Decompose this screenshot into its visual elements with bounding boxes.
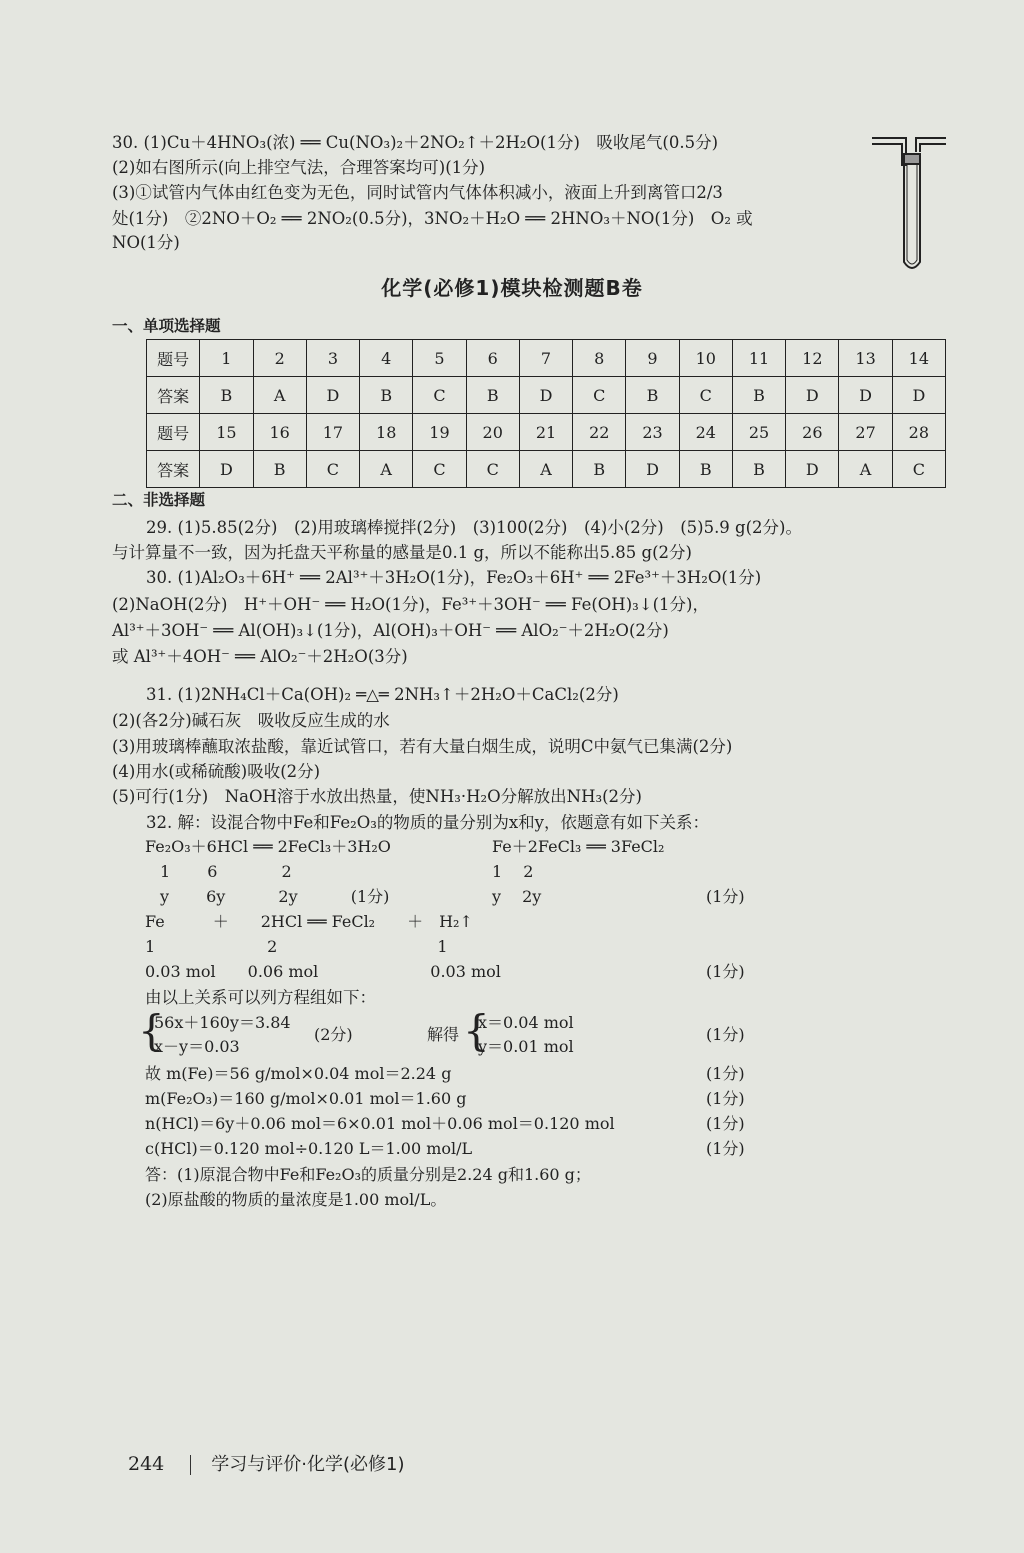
table-cell: D <box>519 377 572 414</box>
table-cell: 1 <box>200 340 253 377</box>
table-cell: 17 <box>306 414 359 451</box>
q32-eq3: Fe ＋ 2HCl ══ FeCl₂ ＋ H₂↑ <box>145 912 473 931</box>
table-cell: C <box>413 451 466 488</box>
table-cell: B <box>253 451 306 488</box>
table-cell: 7 <box>519 340 572 377</box>
table-cell: 19 <box>413 414 466 451</box>
q32-result-c-hcl: c(HCl)＝0.120 mol÷0.120 L＝1.00 mol/L <box>145 1139 473 1158</box>
table-cell: B <box>732 451 785 488</box>
table-cell: B <box>200 377 253 414</box>
q32-result-mass-fe2o3: m(Fe₂O₃)＝160 g/mol×0.01 mol＝1.60 g <box>145 1089 467 1108</box>
table-cell: C <box>679 377 732 414</box>
table-cell: 13 <box>839 340 892 377</box>
table-cell: B <box>626 377 679 414</box>
table-cell: A <box>360 451 413 488</box>
table-cell: 16 <box>253 414 306 451</box>
prev-q30-line1: 30. (1)Cu＋4HNO₃(浓) ══ Cu(NO₃)₂＋2NO₂↑＋2H₂O(1分) 吸收尾气(0.5分) <box>112 133 719 152</box>
prev-q30-line2: (2)如右图所示(向上排空气法，合理答案均可)(1分) <box>112 158 486 177</box>
table-head-cell: 答案 <box>147 377 200 414</box>
table-cell: 22 <box>573 414 626 451</box>
q32-points: (1分) <box>706 1025 745 1044</box>
table-cell: 20 <box>466 414 519 451</box>
q32-points: (1分) <box>706 962 745 981</box>
table-cell: D <box>786 451 839 488</box>
table-row <box>147 340 946 377</box>
q31-line4: (4)用水(或稀硫酸)吸收(2分) <box>112 762 321 781</box>
table-cell: 11 <box>732 340 785 377</box>
test-tube-diagram <box>870 130 950 275</box>
q32-points: (1分) <box>706 1139 745 1158</box>
q32-line1: 32. 解：设混合物中Fe和Fe₂O₃的物质的量分别为x和y，依题意有如下关系： <box>146 813 709 832</box>
table-cell: D <box>786 377 839 414</box>
table-cell: 25 <box>732 414 785 451</box>
q32-eq1: Fe₂O₃＋6HCl ══ 2FeCl₃＋3H₂O <box>145 837 391 856</box>
q32-eq1-coef: 1 6 2 <box>160 862 292 881</box>
q31-line3: (3)用玻璃棒蘸取浓盐酸，靠近试管口，若有大量白烟生成，说明C中氨气已集满(2分) <box>112 737 733 756</box>
table-cell: 12 <box>786 340 839 377</box>
table-cell: 14 <box>892 340 945 377</box>
page-title: 化学(必修1)模块检测题B卷 <box>381 276 643 300</box>
q32-eq-system-1: 56x＋160y＝3.84 <box>154 1013 291 1032</box>
table-cell: 28 <box>892 414 945 451</box>
section-single-choice: 一、单项选择题 <box>112 317 221 335</box>
table-head-cell: 答案 <box>147 451 200 488</box>
section-non-choice: 二、非选择题 <box>112 491 206 509</box>
q32-result-n-hcl: n(HCl)＝6y＋0.06 mol＝6×0.01 mol＋0.06 mol＝0.120 mol <box>145 1114 615 1133</box>
table-cell: D <box>200 451 253 488</box>
page-footer <box>128 1450 404 1476</box>
q31-line2: (2)(各2分)碱石灰 吸收反应生成的水 <box>112 711 390 730</box>
table-head-cell: 题号 <box>147 340 200 377</box>
table-cell: B <box>732 377 785 414</box>
q32-points: (2分) <box>314 1025 353 1044</box>
table-cell: A <box>839 451 892 488</box>
table-cell: B <box>679 451 732 488</box>
table-cell: C <box>413 377 466 414</box>
q29-line2: 与计算量不一致，因为托盘天平称量的感量是0.1 g，所以不能称出5.85 g(2分) <box>112 543 692 562</box>
table-row <box>147 377 946 414</box>
table-cell: A <box>519 451 572 488</box>
table-cell: A <box>253 377 306 414</box>
answer-table <box>146 339 946 488</box>
table-cell: C <box>306 451 359 488</box>
table-head-cell: 题号 <box>147 414 200 451</box>
page-number: 244 <box>128 1453 165 1475</box>
q29-line1: 29. (1)5.85(2分) (2)用玻璃棒搅拌(2分) (3)100(2分) (4)小(2分) (5)5.9 g(2分)。 <box>146 518 802 537</box>
table-cell: C <box>892 451 945 488</box>
q32-points: (1分) <box>706 1114 745 1133</box>
q32-answer-2: (2)原盐酸的物质的量浓度是1.00 mol/L。 <box>145 1190 447 1209</box>
table-cell: B <box>466 377 519 414</box>
prev-q30-line4: 处(1分) ②2NO＋O₂ ══ 2NO₂(0.5分)，3NO₂＋H₂O ══ 2HNO₃＋NO(1分) O₂ 或 <box>112 209 753 228</box>
q32-eq3-coef: 1 2 1 <box>145 937 448 956</box>
table-cell: 23 <box>626 414 679 451</box>
table-cell: C <box>573 377 626 414</box>
q31-line5: (5)可行(1分) NaOH溶于水放出热量，使NH₃·H₂O分解放出NH₃(2分) <box>112 787 642 806</box>
table-cell: 24 <box>679 414 732 451</box>
table-cell: B <box>360 377 413 414</box>
table-cell: 26 <box>786 414 839 451</box>
q31-line1: 31. (1)2NH₄Cl＋Ca(OH)₂ ═△═ 2NH₃↑＋2H₂O＋CaCl₂(2分) <box>146 685 619 704</box>
q32-solution-x: x＝0.04 mol <box>478 1013 574 1032</box>
table-cell: 2 <box>253 340 306 377</box>
q32-points: (1分) <box>706 1089 745 1108</box>
left-brace: { <box>138 1006 165 1055</box>
q32-points: (1分) <box>706 887 745 906</box>
book-title: 学习与评价·化学(必修1) <box>211 1454 405 1475</box>
table-cell: 27 <box>839 414 892 451</box>
q32-result-mass-fe: 故 m(Fe)＝56 g/mol×0.04 mol＝2.24 g <box>145 1064 452 1083</box>
table-cell: 15 <box>200 414 253 451</box>
table-cell: 6 <box>466 340 519 377</box>
table-cell: 3 <box>306 340 359 377</box>
table-row <box>147 451 946 488</box>
q30-line3: Al³⁺＋3OH⁻ ══ Al(OH)₃↓(1分)，Al(OH)₃＋OH⁻ ══ AlO₂⁻＋2H₂O(2分) <box>112 621 669 640</box>
left-brace: { <box>463 1006 490 1055</box>
table-cell: 18 <box>360 414 413 451</box>
q32-eq2: Fe＋2FeCl₃ ══ 3FeCl₂ <box>492 837 665 856</box>
table-cell: B <box>573 451 626 488</box>
table-cell: D <box>892 377 945 414</box>
q32-eq1-amount: y 6y 2y (1分) <box>160 887 390 906</box>
q32-eq-system-2: x－y＝0.03 <box>154 1037 240 1056</box>
table-cell: C <box>466 451 519 488</box>
table-cell: D <box>306 377 359 414</box>
q32-system-intro: 由以上关系可以列方程组如下： <box>145 988 376 1007</box>
table-row <box>147 414 946 451</box>
footer-divider <box>190 1455 191 1475</box>
q32-eq2-coef: 1 2 <box>492 862 534 881</box>
prev-q30-line5: NO(1分) <box>112 233 180 252</box>
table-cell: 5 <box>413 340 466 377</box>
table-cell: D <box>626 451 679 488</box>
q32-eq2-amount: y 2y <box>492 887 542 906</box>
table-cell: 8 <box>573 340 626 377</box>
q30-line1: 30. (1)Al₂O₃＋6H⁺ ══ 2Al³⁺＋3H₂O(1分)，Fe₂O₃＋6H⁺ ══ 2Fe³⁺＋3H₂O(1分) <box>146 568 762 587</box>
table-cell: 9 <box>626 340 679 377</box>
q32-solution-y: y＝0.01 mol <box>478 1037 574 1056</box>
q30-line4: 或 Al³⁺＋4OH⁻ ══ AlO₂⁻＋2H₂O(3分) <box>112 647 408 666</box>
q32-solve-label: 解得 <box>427 1025 460 1044</box>
table-cell: 21 <box>519 414 572 451</box>
prev-q30-line3: (3)①试管内气体由红色变为无色，同时试管内气体体积减小，液面上升到离管口2/3 <box>112 183 723 202</box>
q30-line2: (2)NaOH(2分) H⁺＋OH⁻ ══ H₂O(1分)，Fe³⁺＋3OH⁻ ══ Fe(OH)₃↓(1分)， <box>112 595 709 614</box>
q32-eq3-amount: 0.03 mol 0.06 mol 0.03 mol <box>145 962 501 981</box>
table-cell: 10 <box>679 340 732 377</box>
q32-answer-1: 答：(1)原混合物中Fe和Fe₂O₃的质量分别是2.24 g和1.60 g； <box>145 1165 591 1184</box>
q32-points: (1分) <box>706 1064 745 1083</box>
table-cell: D <box>839 377 892 414</box>
table-cell: 4 <box>360 340 413 377</box>
